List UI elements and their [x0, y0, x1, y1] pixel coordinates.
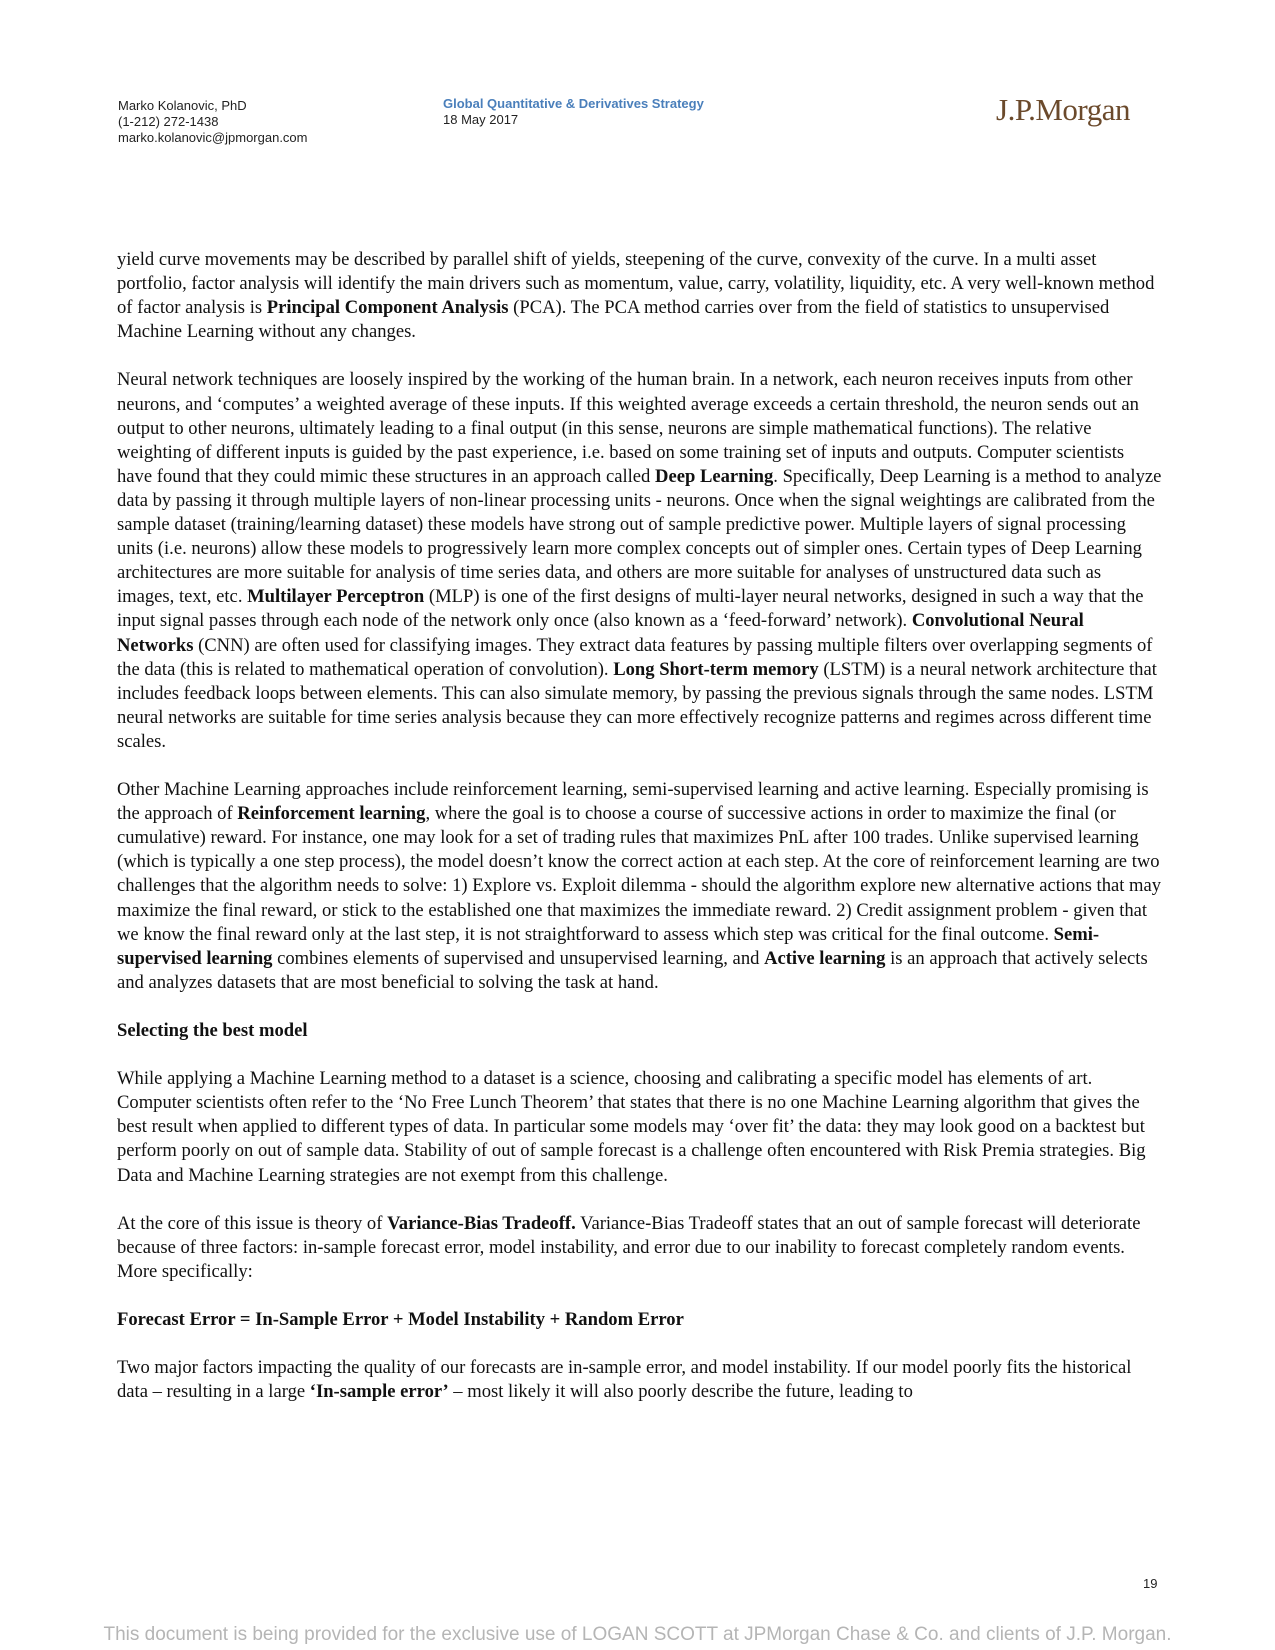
report-info — [443, 96, 704, 128]
author-block — [118, 98, 308, 146]
term-semi-supervised: Semi-supervised learning — [117, 923, 1100, 969]
page-number: 19 — [1143, 1576, 1158, 1591]
jpmorgan-logo: J.P.Morgan — [996, 92, 1130, 127]
forecast-error-formula: Forecast Error = In-Sample Error + Model Instability + Random Error — [117, 1309, 684, 1331]
document-body — [117, 248, 1162, 1429]
paragraph-neural-networks: Neural network techniques are loosely inspired by the working of the human brain. In a network, each neuron receives inputs from other neurons, and ‘computes’ a weighted average of these inputs. If this weighted average exceeds a certain threshold, the neuron sends out an output to other neurons, ultimately leading to a final output (in this sense, neurons are simple mathematical functions). The relative weighting of different inputs is guided by the past experience, i.e. based on some training set of inputs and outputs. Computer scientists have found that they could mimic these structures in an approach called Deep Learning. Specifically, Deep Learning is a method to analyze data by passing it through multiple layers of non-linear processing units - neurons. Once when the signal weightings are calibrated from the sample dataset (training/learning dataset) these models have strong out of sample predictive power. Multiple layers of signal processing units (i.e. neurons) allow these models to progressively learn more complex concepts out of simpler ones. Certain types of Deep Learning architectures are more suitable for analysis of time series data, and others are more suitable for analyses of unstructured data such as images, text, etc. Multilayer Perceptron (MLP) is one of the first designs of multi-layer neural networks, designed in such a way that the input signal passes through each node of the network only once (also known as a ‘feed-forward’ network). Convolutional Neural Networks (CNN) are often used for classifying images. They extract data features by passing multiple filters over overlapping segments of the data (this is related to mathematical operation of convolution). Long Short-term memory (LSTM) is a neural network architecture that includes feedback loops between elements. This can also simulate memory, by passing the previous signals through the same nodes. LSTM neural networks are suitable for time series analysis because they can more effectively recognize patterns and regimes across different time scales. — [117, 369, 1162, 752]
report-date: 18 May 2017 — [443, 112, 519, 127]
term-pca: Principal Component Analysis — [266, 297, 509, 319]
term-in-sample-error: ‘In-sample error’ — [309, 1381, 449, 1403]
term-cnn: Convolutional Neural Networks — [117, 610, 1084, 656]
term-mlp: Multilayer Perceptron — [247, 586, 425, 608]
paragraph-no-free-lunch: While applying a Machine Learning method to a dataset is a science, choosing and calibrating a specific model has elements of art. Computer scientists often refer to the ‘No Free Lunch Theorem’ that states that there is no one Machine Learning algorithm that gives the best result when applied to different types of data. In particular some models may ‘over fit’ the data: they may look good on a backtest but perform poorly on out of sample data. Stability of out of sample forecast is a challenge often encountered with Risk Premia strategies. Big Data and Machine Learning strategies are not exempt from this challenge. — [117, 1068, 1146, 1186]
department-title: Global Quantitative & Derivatives Strategy — [443, 96, 704, 111]
term-variance-bias: Variance-Bias Tradeoff. — [387, 1212, 576, 1234]
usage-disclaimer-footer: This document is being provided for the exclusive use of LOGAN SCOTT at JPMorgan Chase & Co. and clients of J.P. Morgan. — [103, 1624, 1172, 1645]
term-active-learning: Active learning — [764, 947, 886, 969]
term-reinforcement-learning: Reinforcement learning — [237, 803, 426, 825]
author-phone: (1-212) 272-1438 — [118, 114, 219, 129]
author-name: Marko Kolanovic, PhD — [118, 98, 247, 113]
author-email: marko.kolanovic@jpmorgan.com — [118, 130, 308, 145]
paragraph-variance-bias: At the core of this issue is theory of Variance-Bias Tradeoff. Variance-Bias Tradeoff states that an out of sample forecast will deteriorate because of three factors: in-sample forecast error, model instability, and error due to our inability to forecast completely random events. More specifically: — [117, 1212, 1141, 1282]
paragraph-in-sample-error: Two major factors impacting the quality of our forecasts are in-sample error, and model instability. If our model poorly fits the historical data – resulting in a large ‘In-sample error’ – most likely it will also poorly describe the future, leading to — [117, 1357, 1132, 1403]
section-heading: Selecting the best model — [117, 1020, 308, 1041]
term-deep-learning: Deep Learning — [655, 465, 774, 487]
paragraph-pca: yield curve movements may be described by parallel shift of yields, steepening of the curve, convexity of the curve. In a multi asset portfolio, factor analysis will identify the main drivers such as momentum, value, carry, volatility, liquidity, etc. A very well-known method of factor analysis is Principal Component Analysis (PCA). The PCA method carries over from the field of statistics to unsupervised Machine Learning without any changes. — [117, 249, 1155, 343]
paragraph-reinforcement: Other Machine Learning approaches include reinforcement learning, semi-supervised learning and active learning. Especially promising is the approach of Reinforcement learning, where the goal is to choose a course of successive actions in order to maximize the final (or cumulative) reward. For instance, one may look for a set of trading rules that maximizes PnL after 100 trades. Unlike supervised learning (which is typically a one step process), the model doesn’t know the correct action at each step. At the core of reinforcement learning are two challenges that the algorithm needs to solve: 1) Explore vs. Exploit dilemma - should the algorithm explore new alternative actions that may maximize the final reward, or stick to the established one that maximizes the immediate reward. 2) Credit assignment problem - given that we know the final reward only at the last step, it is not straightforward to assess which step was critical for the final outcome. Semi-supervised learning combines elements of supervised and unsupervised learning, and Active learning is an approach that actively selects and analyzes datasets that are most beneficial to solving the task at hand. — [117, 779, 1162, 993]
term-lstm: Long Short-term memory — [613, 658, 819, 680]
